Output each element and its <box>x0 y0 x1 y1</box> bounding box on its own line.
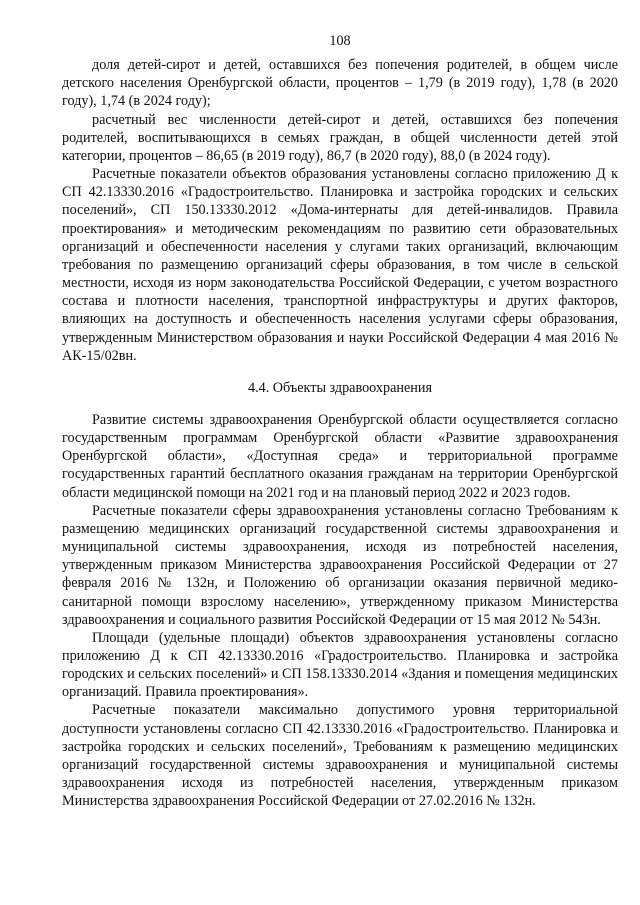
paragraph-healthcare-areas: Площади (удельные площади) объектов здравоохранения установлены согласно приложению Д к СП 42.13330.2016 «Градостроительство. Планировка и застройка городских и сельских поселений» и СП 158.13330.2014 «Здания и помещения медицинских организаций. Правила проектирования». <box>62 629 618 701</box>
paragraph-healthcare-development: Развитие системы здравоохранения Оренбургской области осуществляется согласно государственным программам Оренбургской области «Развитие здравоохранения Оренбургской области», «Доступная среда» и территориальной программе государственных гарантий бесплатного оказания гражданам на территории Оренбургской области медицинской помощи на 2021 год и на плановый период 2022 и 2023 годов. <box>62 411 618 501</box>
paragraph-orphans-share: доля детей-сирот и детей, оставшихся без попечения родителей, в общем числе детского населения Оренбургской области, процентов – 1,79 (в 2019 году), 1,78 (в 2020 году), 1,74 (в 2024 году); <box>62 57 618 110</box>
section-heading: 4.4. Объекты здравоохранения <box>247 379 433 396</box>
paragraph-education-standards: Расчетные показатели объектов образования установлены согласно приложению Д к СП 42.13330.2016 «Градостроительство. Планировка и застройка городских и сельских поселений», СП 150.13330.2012 «Дома-интернаты для детей-инвалидов. Правила проектирования» и методическим рекомендациям по развитию сети образовательных организаций и обеспеченности населения у слугами таких организаций, включающим требования по размещению организаций сферы образования, в том числе в сельской местности, исходя из норм законодательства Российской Федерации, с учетом возрастного состава и плотности населения, транспортной инфраструктуры и других факторов, влияющих на доступность и обеспеченность населения услугами сферы образования, утвержденным Министерством образования и науки Российской Федерации 4 мая 2016 № АК-15/02вн. <box>62 166 618 364</box>
paragraph-healthcare-accessibility: Расчетные показатели максимально допустимого уровня территориальной доступности установлены согласно СП 42.13330.2016 «Градостроительство. Планировка и застройка городских и сельских поселений», Требованиям к размещению медицинских организаций государственной системы здравоохранения и муниципальной системы здравоохранения исходя из потребностей населения, утвержденным приказом Министерства здравоохранения Российской Федерации от 27.02.2016 № 132н. <box>62 702 618 810</box>
page-number: 108 <box>329 33 351 49</box>
document-page <box>62 32 618 810</box>
paragraph-orphans-families: расчетный вес численности детей-сирот и детей, оставшихся без попечения родителей, воспитывающихся в семьях граждан, в общей численности детей этой категории, процентов – 86,65 (в 2019 году), 86,7 (в 2020 году), 88,0 (в 2024 году). <box>62 111 618 164</box>
paragraph-healthcare-requirements: Расчетные показатели сферы здравоохранения установлены согласно Требованиям к размещению медицинских организаций государственной системы здравоохранения и муниципальной системы здравоохранения, исходя из потребностей населения, утвержденным приказом Министерства здравоохранения Российской Федерации от 27 февраля 2016 № 132н, и Положению об организации оказания первичной медико-санитарной помощи взрослому населению», утвержденному приказом Министерства здравоохранения и социального развития Российской Федерации от 15 мая 2012 № 543н. <box>62 502 618 628</box>
